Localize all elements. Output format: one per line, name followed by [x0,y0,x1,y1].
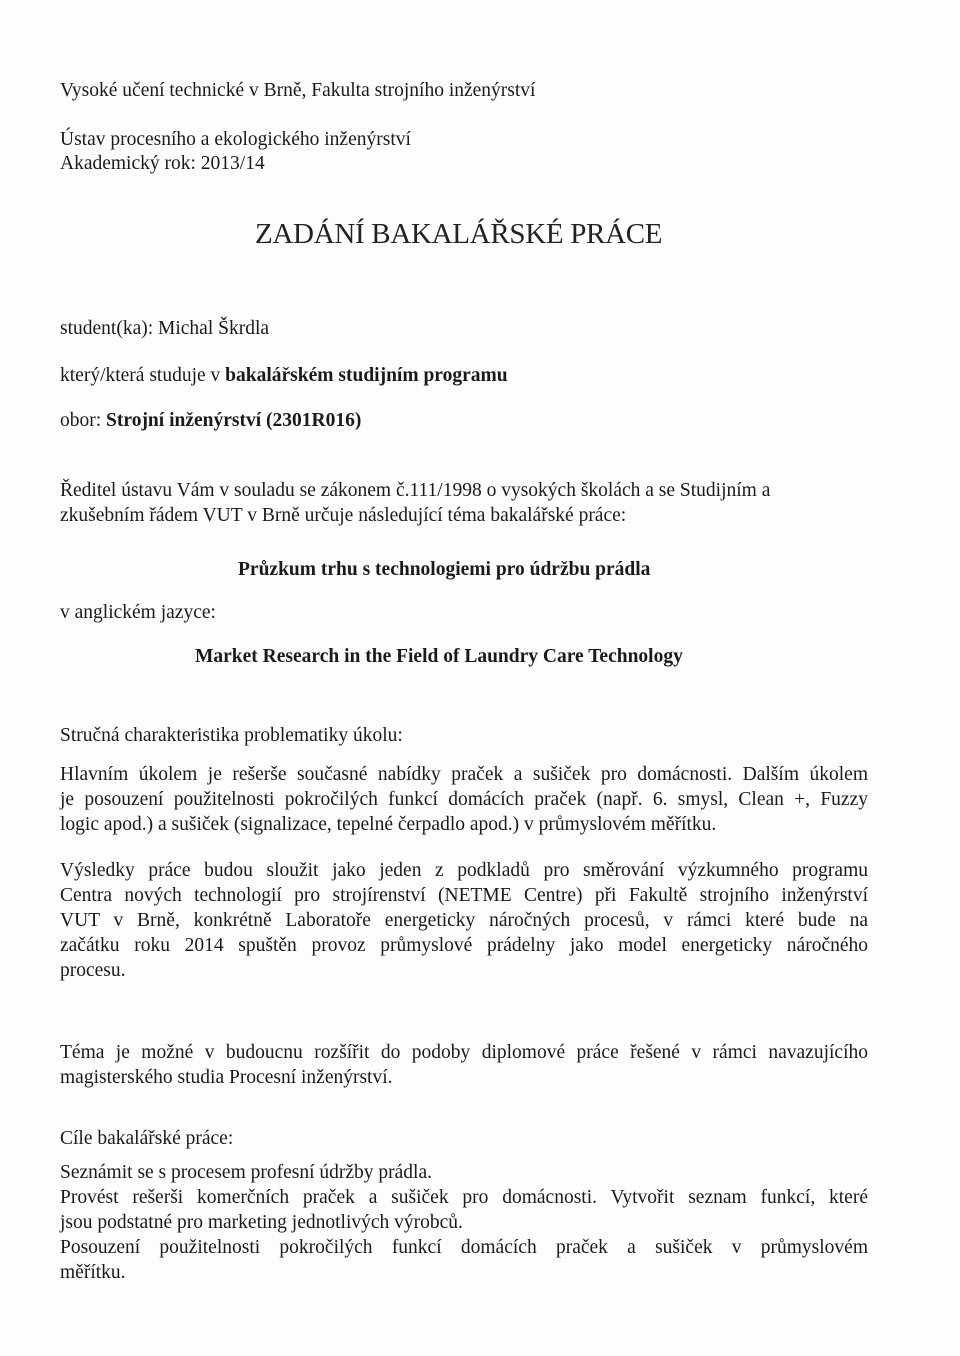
text-line: Posouzení použitelnosti pokročilých funkcí domácích praček a sušiček v průmyslovém [60,1237,868,1258]
characteristics-heading: Stručná charakteristika problematiky úkolu: [60,725,403,746]
topic-english: Market Research in the Field of Laundry Care Technology [195,646,683,667]
goals-heading: Cíle bakalářské práce: [60,1128,234,1149]
text-line: VUT v Brně, konkrétně Laboratoře energeticky náročných procesů, v rámci které bude na [60,910,868,931]
extension-text [60,1040,868,1090]
university-line: Vysoké učení technické v Brně, Fakulta strojního inženýrství [60,80,536,101]
intro-line-1: Ředitel ústavu Vám v souladu se zákonem č.111/1998 o vysokých školách a se Studijním a [60,480,771,501]
field-value: Strojní inženýrství (2301R016) [106,410,362,431]
text-line: Seznámit se s procesem profesní údržby prádla. [60,1162,433,1183]
academic-year: Akademický rok: 2013/14 [60,153,265,174]
text-line: měřítku. [60,1262,126,1283]
topic-czech: Průzkum trhu s technologiemi pro údržbu prádla [238,559,651,580]
text-line: Téma je možné v budoucnu rozšířit do podoby diplomové práce řešené v rámci navazujícího [60,1042,868,1063]
text-line: Výsledky práce budou sloužit jako jeden z podkladů pro směrování výzkumného programu [60,860,868,881]
institute-line: Ústav procesního a ekologického inženýrství [60,129,411,150]
text-line: procesu. [60,960,126,981]
text-line: Centra nových technologií pro strojírenství (NETME Centre) při Fakultě strojního inženýrství [60,885,868,906]
text-line: Provést rešerši komerčních praček a sušiček pro domácnosti. Vytvořit seznam funkcí, které [60,1187,868,1208]
goals-text [60,1160,868,1285]
text-line: je posouzení použitelnosti pokročilých funkcí domácích praček (např. 6. smysl, Clean +, Fuzzy [60,789,868,810]
student-line [60,316,269,341]
study-program: bakalářském studijním programu [225,365,508,386]
intro-line-2: zkušebním řádem VUT v Brně určuje následující téma bakalářské práce: [60,505,627,526]
english-label: v anglickém jazyce: [60,602,216,623]
results-text [60,858,868,983]
student-label: student(ka): [60,318,154,339]
field-label: obor: [60,410,102,431]
characteristics-text [60,762,868,837]
text-line: magisterského studia Procesní inženýrství. [60,1067,393,1088]
text-line: začátku roku 2014 spuštěn provoz průmyslové prádelny jako model energeticky náročného [60,935,868,956]
text-line: Hlavním úkolem je rešerše současné nabídky praček a sušiček pro domácnosti. Dalším úkolem [60,764,868,785]
program-line [60,363,508,388]
student-name: Michal Škrdla [158,318,270,339]
page-title: ZADÁNÍ BAKALÁŘSKÉ PRÁCE [255,218,663,250]
field-line [60,408,361,433]
text-line: logic apod.) a sušiček (signalizace, tepelné čerpadlo apod.) v průmyslovém měřítku. [60,814,717,835]
text-line: jsou podstatné pro marketing jednotlivých výrobců. [60,1212,463,1233]
studies-prefix: který/která studuje v [60,365,221,386]
